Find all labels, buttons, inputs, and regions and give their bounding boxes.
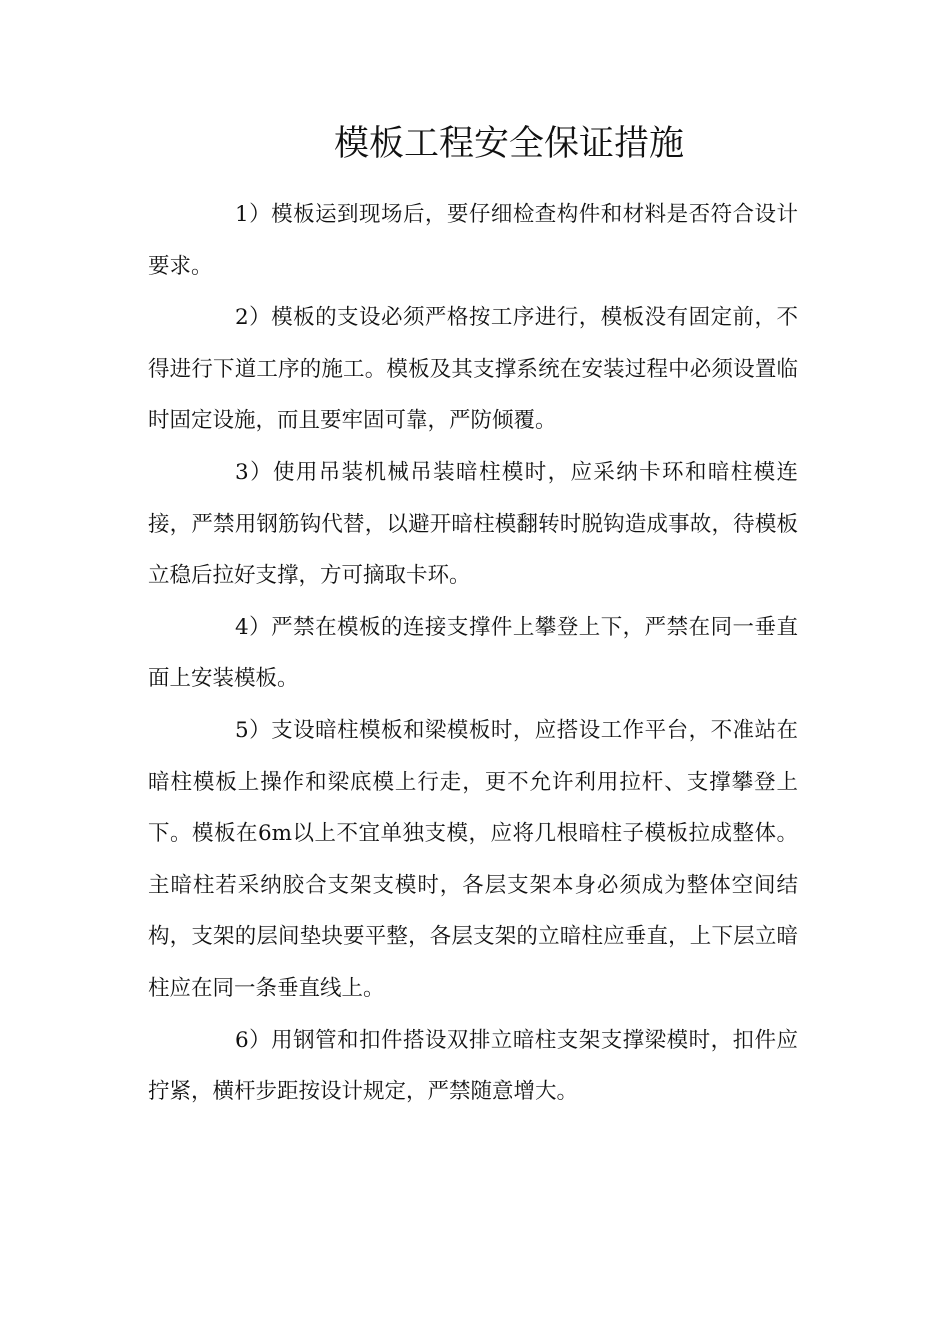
paragraph-3: 3）使用吊装机械吊装暗柱模时，应采纳卡环和暗柱模连接，严禁用钢筋钩代替，以避开暗柱模翻转时脱钩造成事故，待模板立稳后拉好支撑，方可摘取卡环。 bbox=[148, 459, 798, 589]
paragraph-1: 1）模板运到现场后，要仔细检查构件和材料是否符合设计要求。 bbox=[148, 202, 798, 279]
document-title: 模板工程安全保证措施 bbox=[333, 124, 684, 164]
paragraph-4: 4）严禁在模板的连接支撑件上攀登上下，严禁在同一垂直面上安装模板。 bbox=[148, 614, 798, 692]
document-body bbox=[148, 189, 798, 1118]
paragraph-2: 2）模板的支设必须严格按工序进行，模板没有固定前，不得进行下道工序的施工。模板及其支撑系统在安装过程中必须设置临时固定设施，而且要牢固可靠，严防倾覆。 bbox=[148, 305, 798, 434]
paragraph-6: 6）用钢管和扣件搭设双排立暗柱支架支撑梁模时，扣件应拧紧，横杆步距按设计规定，严禁随意增大。 bbox=[148, 1027, 798, 1105]
paragraph-5: 5）支设暗柱模板和梁模板时，应搭设工作平台，不准站在暗柱模板上操作和梁底模上行走，更不允许利用拉杆、支撑攀登上下。模板在6m以上不宜单独支模，应将几根暗柱子模板拉成整体。主暗柱若采纳胶合支架支模时，各层支架本身必须成为整体空间结构，支架的层间垫块要平整，各层支架的立暗柱应垂直，上下层立暗柱应在同一条垂直线上。 bbox=[148, 717, 798, 1001]
